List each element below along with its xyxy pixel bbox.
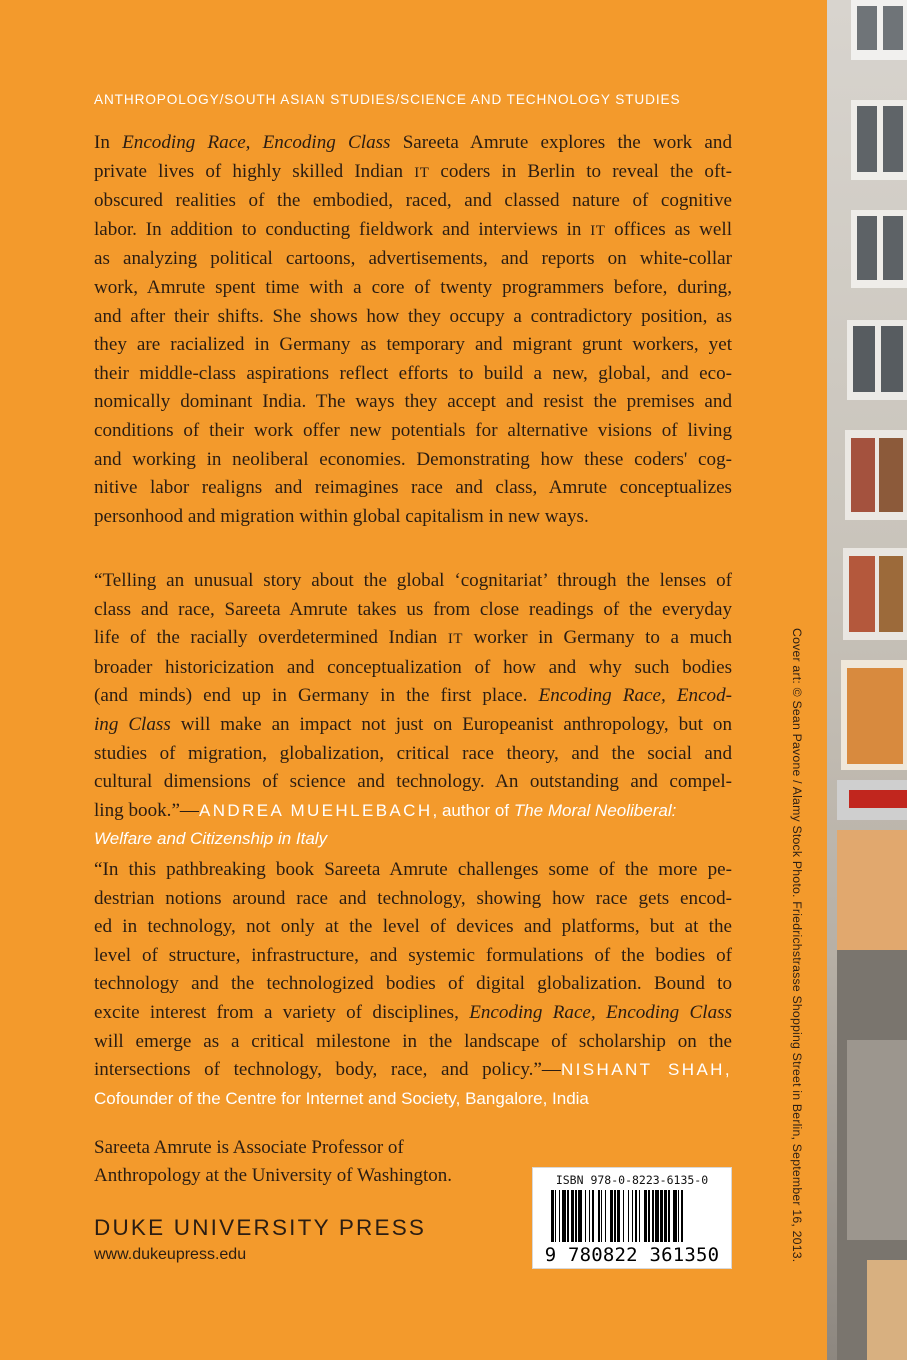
desc-line: they are racialized in Germany as temporary and migrant grunt workers, yet	[94, 334, 732, 356]
barcode-bar	[559, 1190, 560, 1242]
quote-author-name: ANDREA MUEHLEBACH	[199, 800, 433, 820]
barcode-bar	[668, 1190, 669, 1242]
barcode-bar	[585, 1190, 586, 1242]
quote-line: ing Class will make an impact not just on Europeanist anthropology, but on	[94, 713, 732, 735]
barcode-bar	[628, 1190, 629, 1242]
quote-line: level of structure, infrastructure, and systemic formulations of the bodies of	[94, 944, 732, 966]
barcode-bar	[635, 1190, 638, 1242]
isbn-label: ISBN 978-0-8223-6135-0	[555, 1173, 709, 1187]
quote-line: “Telling an unusual story about the global ‘cognitariat’ through the lenses of	[94, 570, 732, 591]
desc-line: and working in neoliberal economies. Demonstrating how these coders' cog-	[94, 448, 732, 470]
quote-line: excite interest from a variety of disciplines, Encoding Race, Encoding Class	[94, 1001, 732, 1023]
desc-line: and after their shifts. She shows how they occupy a contradictory position, as	[94, 305, 732, 327]
barcode-bar	[562, 1190, 566, 1242]
barcode-bar	[592, 1190, 595, 1242]
barcode-bar	[678, 1190, 679, 1242]
barcode-bar	[578, 1190, 582, 1242]
subject-category: ANTHROPOLOGY/SOUTH ASIAN STUDIES/SCIENCE AND TECHNOLOGY STUDIES	[94, 92, 681, 107]
quote-author-book: Welfare and Citizenship in Italy	[94, 829, 328, 849]
quote-line: life of the racially overdetermined Indian IT worker in Germany to a much	[94, 627, 732, 649]
quote-line: technology and the technologized bodies of digital globalization. Bound to	[94, 973, 732, 995]
ean-digits: 9 780822 361350	[544, 1244, 720, 1266]
barcode-bar	[614, 1190, 615, 1242]
desc-line: nomically dominant India. The ways they accept and resist the premises and	[94, 391, 732, 413]
quote-line: (and minds) end up in Germany in the first place. Encoding Race, Encod-	[94, 685, 732, 707]
quote-line: class and race, Sareeta Amrute takes us from close readings of the everyday	[94, 598, 732, 620]
desc-line: personhood and migration within global capitalism in new ways.	[94, 505, 589, 527]
barcode-bar	[652, 1190, 653, 1242]
quote-line: destrian notions around race and technology, showing how race gets encod-	[94, 887, 732, 909]
quote-line: broader historicization and conceptualization of how and why such bodies	[94, 656, 732, 678]
desc-line: labor. In addition to conducting fieldwork and interviews in IT offices as well	[94, 218, 733, 240]
desc-line: as analyzing political cartoons, advertisements, and reports on white-collar	[94, 248, 732, 270]
desc-line: In Encoding Race, Encoding Class Sareeta Amrute explores the work and	[94, 132, 732, 153]
desc-line: work, Amrute spent time with a core of twenty programmers before, during,	[94, 276, 732, 298]
quote-author-name: NISHANT SHAH,	[560, 1060, 732, 1080]
barcode-bar	[605, 1190, 606, 1242]
endorsement-quote-muehlebach	[94, 567, 732, 854]
quote-line: “In this pathbreaking book Sareeta Amrute challenges some of the more pe-	[94, 859, 732, 880]
quote-line: intersections of technology, body, race, and policy.”—NISHANT SHAH,	[94, 1059, 732, 1081]
quote-line: will emerge as a critical milestone in the landscape of scholarship on the	[94, 1030, 732, 1052]
barcode-bar	[601, 1190, 602, 1242]
barcode-bar	[555, 1190, 556, 1242]
quote-line: ed in technology, not only at the level of devices and platforms, but at the	[94, 916, 732, 938]
quote-author-affiliation: Cofounder of the Centre for Internet and Society, Bangalore, India	[94, 1088, 589, 1108]
barcode-bar	[571, 1190, 574, 1242]
barcode-bar	[644, 1190, 647, 1242]
book-description	[94, 129, 732, 531]
photo-credit: Cover art: © Sean Pavone / Alamy Stock Photo. Friedrichstrasse Shopping Street in Berlin, September 16, 2013.	[790, 628, 804, 1263]
barcode-bar	[551, 1190, 554, 1242]
barcode-bar	[575, 1190, 576, 1242]
barcode-bar	[664, 1190, 667, 1242]
isbn-barcode	[532, 1167, 732, 1269]
quote-line: cultural dimensions of science and technology. An outstanding and compel-	[94, 771, 732, 793]
barcode-bar	[673, 1190, 677, 1242]
author-bio: Sareeta Amrute is Associate Professor of Anthropology at the University of Washington.	[94, 1137, 453, 1187]
barcode-bar	[589, 1190, 590, 1242]
barcode-bar	[655, 1190, 659, 1242]
desc-line: conditions of their work offer new potentials for alternative visions of living	[94, 419, 732, 441]
desc-line: obscured realities of the embodied, raced, and classed nature of cognitive	[94, 190, 732, 212]
barcode-bars	[551, 1190, 725, 1242]
quote-line: studies of migration, globalization, critical race theory, and the social and	[94, 742, 732, 764]
barcode-bar	[598, 1190, 599, 1242]
barcode-bar	[610, 1190, 613, 1242]
desc-line: their middle-class aspirations reflect efforts to build a new, global, and eco-	[94, 362, 732, 384]
barcode-bar	[567, 1190, 568, 1242]
desc-line: nitive labor realigns and reimagines race and class, Amrute conceptualizes	[94, 477, 732, 499]
barcode-bar	[681, 1190, 684, 1242]
barcode-bar	[660, 1190, 663, 1242]
quote-line: ling book.”—ANDREA MUEHLEBACH, author of The Moral Neoliberal:	[94, 799, 677, 821]
endorsement-quote-shah	[94, 856, 732, 1113]
barcode-bar	[648, 1190, 649, 1242]
publisher-name: DUKE UNIVERSITY PRESS	[94, 1215, 427, 1240]
desc-line: private lives of highly skilled Indian IT coders in Berlin to reveal the oft-	[94, 160, 732, 182]
cover-photo-strip	[827, 0, 907, 1360]
barcode-bar	[639, 1190, 640, 1242]
barcode-bar	[632, 1190, 633, 1242]
publisher-website[interactable]: www.dukeupress.edu	[94, 1246, 247, 1263]
barcode-bar	[617, 1190, 620, 1242]
barcode-bar	[623, 1190, 624, 1242]
